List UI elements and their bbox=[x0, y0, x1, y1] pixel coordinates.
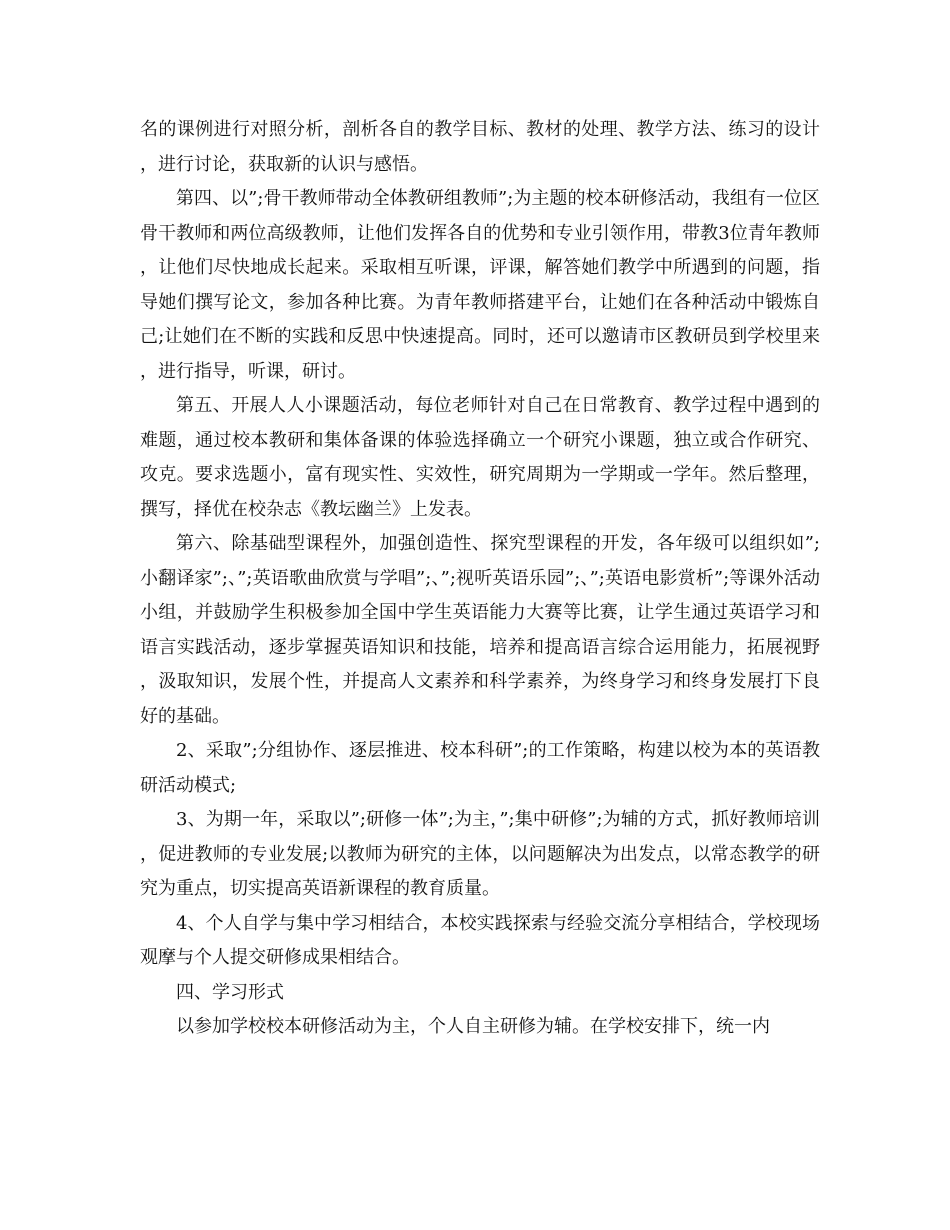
document-body bbox=[140, 113, 820, 1045]
paragraph-fourth: 第四、以”;骨干教师带动全体教研组教师”;为主题的校本研修活动，我组有一位区骨干教师和两位高级教师，让他们发挥各自的优势和专业引领作用，带教3位青年教师，让他们尽快地成长起来。采取相互听课，评课，解答她们教学中所遇到的问题，指导她们撰写论文，参加各种比赛。为青年教师搭建平台，让她们在各种活动中锻炼自己;让她们在不断的实践和反思中快速提高。同时，还可以邀请市区教研员到学校里来，进行指导，听课，研讨。 bbox=[140, 188, 820, 382]
paragraph-sixth: 第六、除基础型课程外，加强创造性、探究型课程的开发，各年级可以组织如”;小翻译家”;、”;英语歌曲欣赏与学唱”;、”;视听英语乐园”;、”;英语电影赏析”;等课外活动小组，并鼓励学生积极参加全国中学生英语能力大赛等比赛，让学生通过英语学习和语言实践活动，逐步掌握英语知识和技能，培养和提高语言综合运用能力，拓展视野，汲取知识，发展个性，并提高人文素养和科学素养，为终身学习和终身发展打下良好的基础。 bbox=[140, 533, 820, 727]
paragraph-learning-form: 以参加学校校本研修活动为主，个人自主研修为辅。在学校安排下，统一内 bbox=[176, 1016, 770, 1037]
paragraph-continuation: 名的课例进行对照分析，剖析各自的教学目标、教材的处理、教学方法、练习的设计，进行讨论，获取新的认识与感悟。 bbox=[140, 119, 820, 175]
paragraph-item-2: 2、采取”;分组协作、逐层推进、校本科研”;的工作策略，构建以校为本的英语教研活动模式; bbox=[140, 740, 820, 796]
paragraph-fifth: 第五、开展人人小课题活动，每位老师针对自己在日常教育、教学过程中遇到的难题，通过校本教研和集体备课的体验选择确立一个研究小课题，独立或合作研究、攻克。要求选题小，富有现实性、实效性，研究周期为一学期或一学年。然后整理，撰写，择优在校杂志《教坛幽兰》上发表。 bbox=[140, 395, 820, 520]
section-heading-learning-form: 四、学习形式 bbox=[176, 981, 284, 1003]
paragraph-item-3: 3、为期一年，采取以”;研修一体”;为主，”;集中研修”;为辅的方式，抓好教师培训，促进教师的专业发展;以教师为研究的主体，以问题解决为出发点，以常态教学的研究为重点，切实提高英语新课程的教育质量。 bbox=[140, 809, 820, 899]
paragraph-item-4: 4、个人自学与集中学习相结合，本校实践探索与经验交流分享相结合，学校现场观摩与个人提交研修成果相结合。 bbox=[140, 912, 820, 968]
